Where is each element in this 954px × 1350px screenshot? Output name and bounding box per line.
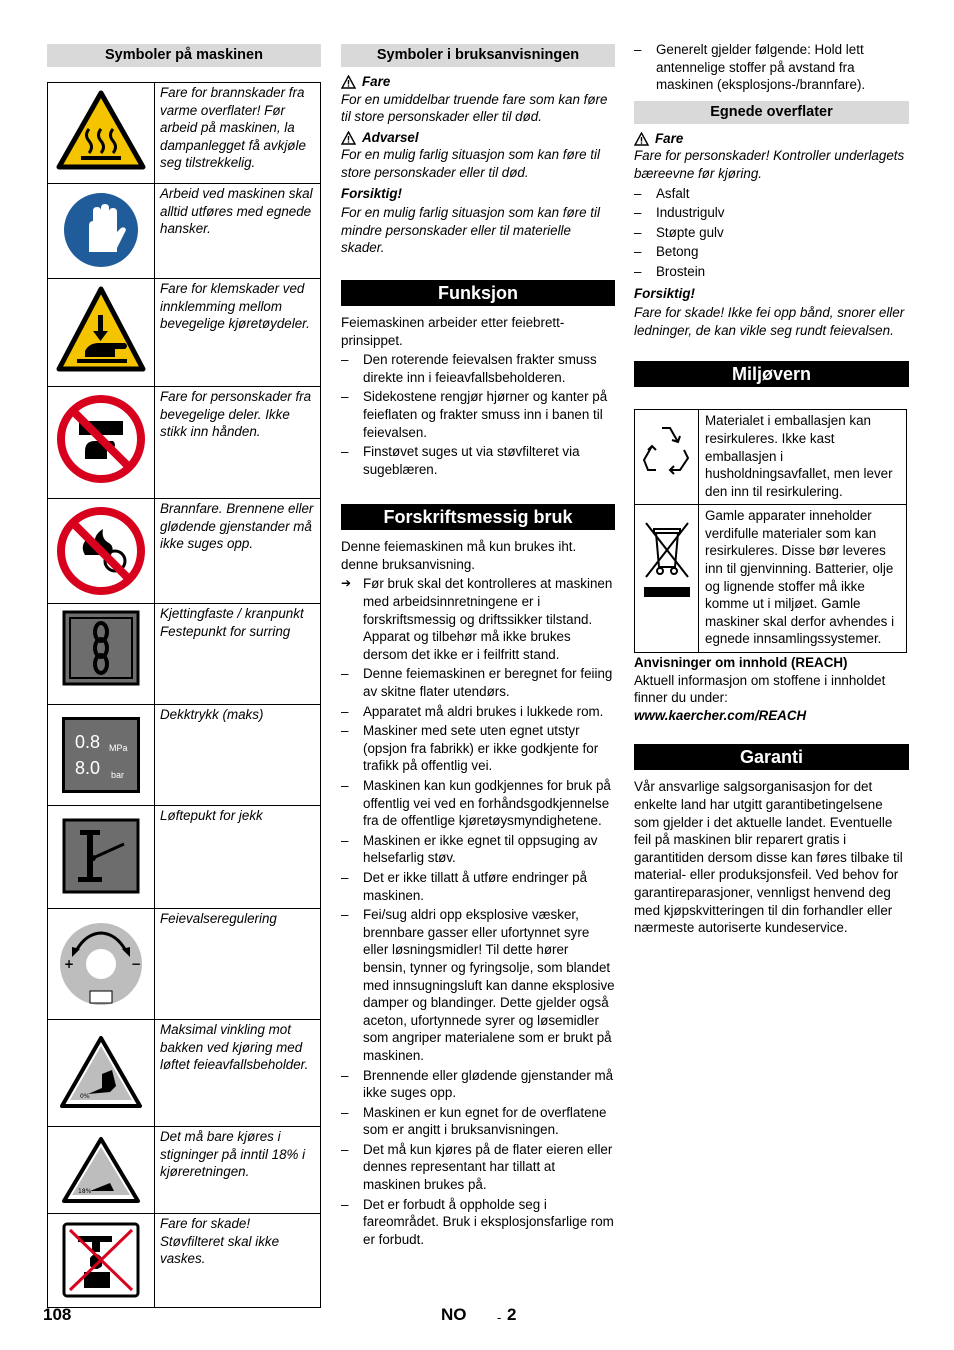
symbol-text: Fare for personskader fra bevegelige deler. Ikke stikk inn hånden.: [155, 387, 321, 499]
list-item: – Maskiner med sete uten egnet utstyr (opsjon fra fabrikk) er ikke godkjente for trafikk på offentlig vei.: [341, 722, 615, 775]
warranty-text: Vår ansvarlige salgsorganisasjon for det enkelte land har utgitt garantibetingelsene som gjelder i det aktuelle landet. Eventuelle feil på maskinen blir reparert gratis i garantitiden dersom disse kan føres tilbake til material- eller produksjonsfeil. Ved behov for garantireparasjoner, vennligst henvend deg med kjøpskvitteringen til din forhandler eller nærmeste autoriserte kundeservice.: [634, 779, 903, 936]
symbol-text: Dekktrykk (maks): [155, 705, 321, 806]
pressure-unit-1: MPa: [109, 743, 128, 753]
max-slope-icon: [48, 1034, 154, 1112]
machine-symbols-table: [47, 82, 321, 1308]
list-item: – Generelt gjelder følgende: Hold lett antennelige stoffer på avstand fra maskinen (eksplosjons-/brannfare).: [634, 41, 909, 94]
list-item: – Det må kun kjøres på de flater eieren eller dennes representant har tillatt at maskinen brukes på.: [341, 1141, 615, 1194]
list-item: – Maskinen er ikke egnet til oppsuging av helsefarlig støv.: [341, 832, 615, 867]
symbol-row: [48, 604, 321, 705]
roller-adjust-icon: [48, 921, 154, 1007]
section-heading-function: Funksjon: [341, 280, 615, 306]
symbol-row: [48, 279, 321, 387]
symbol-row: [48, 1020, 321, 1127]
list-item: – Det er ikke tillatt å utføre endringer på maskinen.: [341, 869, 615, 904]
svg-text:+: +: [64, 957, 75, 971]
surface-item: – Asfalt: [634, 185, 909, 203]
symbol-text: Fare for klemskader ved innklemming mellom bevegelige kjøretøydeler.: [155, 279, 321, 387]
symbol-row: [48, 499, 321, 604]
list-item: – Den roterende feievalsen frakter smuss direkte inn i feieavfallsbeholderen.: [341, 351, 615, 386]
list-item: – Maskinen er kun egnet for de overflatene som er angitt i bruksanvisningen.: [341, 1104, 615, 1139]
surface-item: – Betong: [634, 243, 909, 261]
function-intro: Feiemaskinen arbeider etter feiebrett-prinsippet.: [341, 314, 565, 348]
symbol-row: [48, 387, 321, 499]
column-right: [634, 44, 909, 937]
surface-item: – Brostein: [634, 263, 909, 281]
symbol-text: Feievalseregulering: [155, 909, 321, 1020]
pressure-unit-2: bar: [111, 770, 125, 780]
pressure-value-1: 0.8: [75, 732, 101, 752]
symbol-text: Det må bare kjøres i stigninger på inntil 18% i kjøreretningen.: [155, 1127, 321, 1214]
environment-table: [634, 409, 907, 653]
surface-item: – Støpte gulv: [634, 224, 909, 242]
surfaces-caution-title: Forsiktig!: [634, 285, 696, 301]
jack-point-icon: [48, 818, 154, 894]
list-item: – Det er forbudt å oppholde seg i fareområdet. Bruk i eksplosjonsfarlige rom er forbudt.: [341, 1196, 615, 1249]
warning-triangle-icon: [634, 132, 649, 146]
caution-text: For en mulig farlig situasjon som kan føre til mindre personskader eller til materielle skader.: [341, 205, 600, 256]
recycle-icon: [635, 416, 698, 482]
section-number: 2: [507, 1305, 517, 1324]
surfaces-caution-text: Fare for skade! Ikke fei opp bånd, snorer eller ledninger, de kan vikle seg rundt feievalsen.: [634, 305, 905, 338]
symbol-text: Løftepukt for jekk: [155, 806, 321, 909]
surfaces-danger-text: Fare for personskader! Kontroller underlagets bæreevne før kjøring.: [634, 148, 905, 181]
list-item: – Apparatet må aldri brukes i lukkede rom.: [341, 703, 615, 721]
section-heading-environment: Miljøvern: [634, 361, 909, 387]
symbol-row: [48, 1214, 321, 1308]
surface-item: – Industrigulv: [634, 204, 909, 222]
language-code: NO: [441, 1305, 467, 1324]
warning-title: Advarsel: [362, 129, 419, 145]
column-symbols-machine: [47, 44, 321, 1308]
crossed-bin-icon: [635, 515, 698, 599]
no-burning-objects-icon: [48, 505, 154, 597]
section-heading-surfaces: Egnede overflater: [634, 101, 909, 124]
tire-pressure-icon: [62, 717, 140, 793]
env-row: [635, 410, 907, 505]
chain-lifting-point-icon: [48, 610, 154, 686]
pressure-value-2: 8.0: [75, 758, 101, 778]
footer-separator: -: [497, 1310, 502, 1325]
list-item: – Brennende eller glødende gjenstander må ikke suges opp.: [341, 1067, 615, 1102]
list-item: – Maskinen kan kun godkjennes for bruk på offentlig vei ved en forhåndsgodkjennelse fra de offentlige kjøretøysmyndighetene.: [341, 777, 615, 830]
symbol-text: Fare for skade! Støvfilteret skal ikke vaskes.: [155, 1214, 321, 1308]
warning-triangle-icon: [341, 75, 356, 89]
no-wash-filter-icon: [48, 1222, 154, 1298]
section-heading-manual-symbols: Symboler i bruksanvisningen: [341, 44, 615, 67]
env-text: Gamle apparater inneholder verdifulle materialer som kan resirkuleres. Disse bør leveres inn til gjenvinning. Batterier, olje og lignende stoffer må ikke komme ut i miljøet. Gamle maskiner skal derfor avhendes i egnede innsamlingssystemer.: [699, 505, 907, 653]
symbol-row: [48, 83, 321, 184]
danger-heading: [341, 73, 615, 91]
danger-text: For en umiddelbar truende fare som kan føre til store personskader eller til død.: [341, 91, 608, 125]
svg-text:−: −: [131, 957, 142, 971]
symbol-text: Fare for brannskader fra varme overflater! Før arbeid på maskinen, la dampanlegget få avkjøle seg tilstrekkelig.: [155, 83, 321, 184]
symbol-row: [48, 1127, 321, 1214]
surfaces-danger-heading: [634, 130, 909, 148]
warning-text: For en mulig farlig situasjon som kan føre til store personskader eller til død.: [341, 147, 600, 180]
symbol-text: Arbeid ved maskinen skal alltid utføres med egnede hansker.: [155, 184, 321, 279]
no-hand-insert-icon: [48, 393, 154, 485]
section-heading-warranty: Garanti: [634, 744, 909, 770]
symbol-row: [48, 806, 321, 909]
warning-heading: [341, 129, 615, 147]
symbol-row: [48, 909, 321, 1020]
slope-label: 0%: [80, 1093, 90, 1100]
warning-triangle-icon: [341, 131, 356, 145]
list-item: – Fei/sug aldri opp eksplosive væsker, brennbare gasser eller ufortynnet syre eller løsningsmidler! Til dette hører bensin, tynner og fyringsolje, som blandet med innsugningsluft kan danne eksplosive damper og blandinger. Dette gjelder også aceton, ufortynnede syrer og løsemidler som angriper materialene som er brukt på maskinen.: [341, 906, 615, 1064]
reach-link[interactable]: www.kaercher.com/REACH: [634, 707, 807, 723]
reach-title: Anvisninger om innhold (REACH): [634, 655, 848, 671]
symbol-text: Brannfare. Brennene eller glødende gjenstander må ikke suges opp.: [155, 499, 321, 604]
page-number: 108: [43, 1305, 72, 1324]
crush-hazard-icon: [48, 285, 154, 375]
hot-surface-warning-icon: [48, 89, 154, 171]
reach-text: Aktuell informasjon om stoffene i innholdet finner du under:: [634, 672, 886, 706]
env-text: Materialet i emballasjen kan resirkuleres. Ikke kast emballasjen i husholdningsavfallet, men lever den inn til resirkulering.: [699, 410, 907, 505]
list-item: – Denne feiemaskinen er beregnet for feiing av skitne flater utendørs.: [341, 665, 615, 700]
symbol-row: [48, 705, 321, 806]
use-instruction: ➔ Før bruk skal det kontrolleres at maskinen med arbeidsinnretningene er i forskriftsmessig og driftssikker tilstand. Apparat og tilbehør må ikke brukes dersom det ikke er i feilfritt stand.: [341, 575, 615, 663]
symbol-row: [48, 184, 321, 279]
surfaces-danger-title: Fare: [655, 130, 684, 146]
symbol-text: Kjettingfaste / kranpunkt Festepunkt for surring: [155, 604, 321, 705]
env-row: [635, 505, 907, 653]
section-heading-intended-use: Forskriftsmessig bruk: [341, 504, 615, 530]
column-manual: [341, 44, 615, 1248]
use-intro: Denne feiemaskinen må kun brukes iht. denne bruksanvisning.: [341, 539, 577, 572]
incline-label: 18%: [78, 1188, 92, 1195]
wear-gloves-icon: [48, 190, 154, 270]
max-incline-icon: [48, 1135, 154, 1205]
symbol-text: Maksimal vinkling mot bakken ved kjøring med løftet feieavfallsbeholder.: [155, 1020, 321, 1127]
caution-title: Forsiktig!: [341, 185, 403, 201]
danger-title: Fare: [362, 74, 391, 89]
section-heading-machine-symbols: Symboler på maskinen: [47, 44, 321, 67]
list-item: – Sidekostene rengjør hjørner og kanter på feieflaten og frakter smuss inn i banen til feievalsen.: [341, 388, 615, 441]
list-item: – Finstøvet suges ut via støvfilteret via sugeblæren.: [341, 443, 615, 478]
